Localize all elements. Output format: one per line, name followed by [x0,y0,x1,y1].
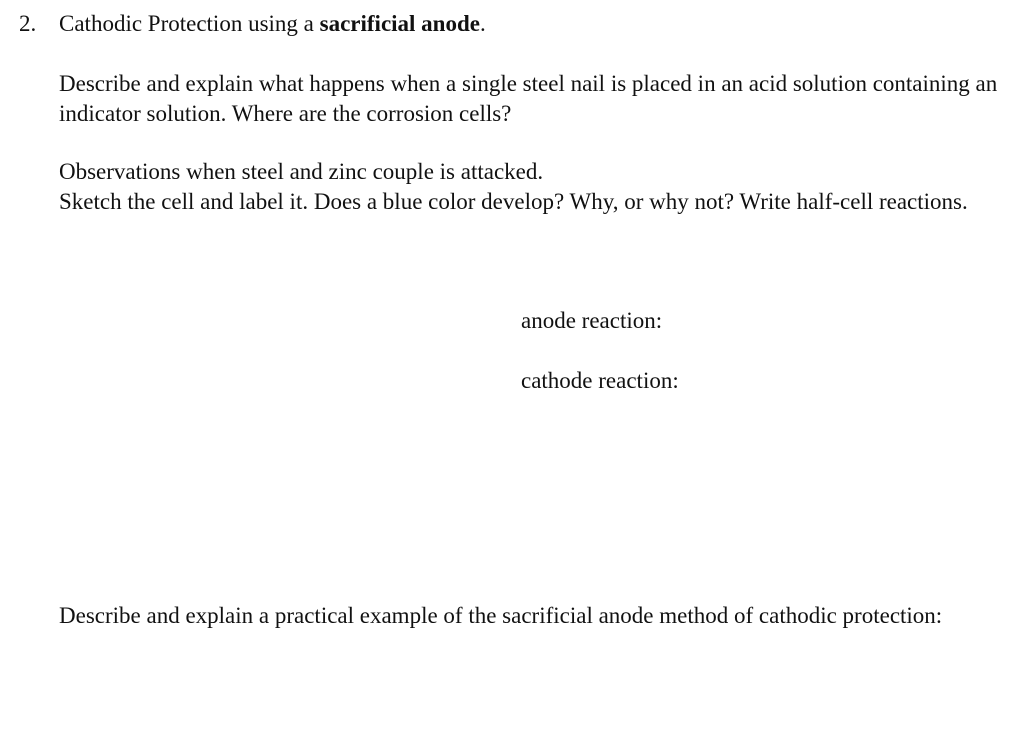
cathode-reaction-label: cathode reaction: [521,368,679,393]
sketch-instructions-prompt: Sketch the cell and label it. Does a blue color develop? Why, or why not? Write half-cell reactions. [59,189,968,214]
question-number: 2. [19,11,37,36]
heading-text: Cathodic Protection using a [59,11,320,36]
heading-bold-text: sacrificial anode [319,11,480,36]
heading-period: . [479,11,486,36]
nail-in-acid-prompt: Describe and explain what happens when a single steel nail is placed in an acid solution containing an indicator solution. Where are the corrosion cells? [59,71,998,126]
question-heading [59,9,486,39]
practical-example-prompt: Describe and explain a practical example of the sacrificial anode method of cathodic protection: [59,603,943,628]
anode-reaction-label: anode reaction: [521,308,663,333]
observations-prompt: Observations when steel and zinc couple is attacked. [59,159,544,184]
